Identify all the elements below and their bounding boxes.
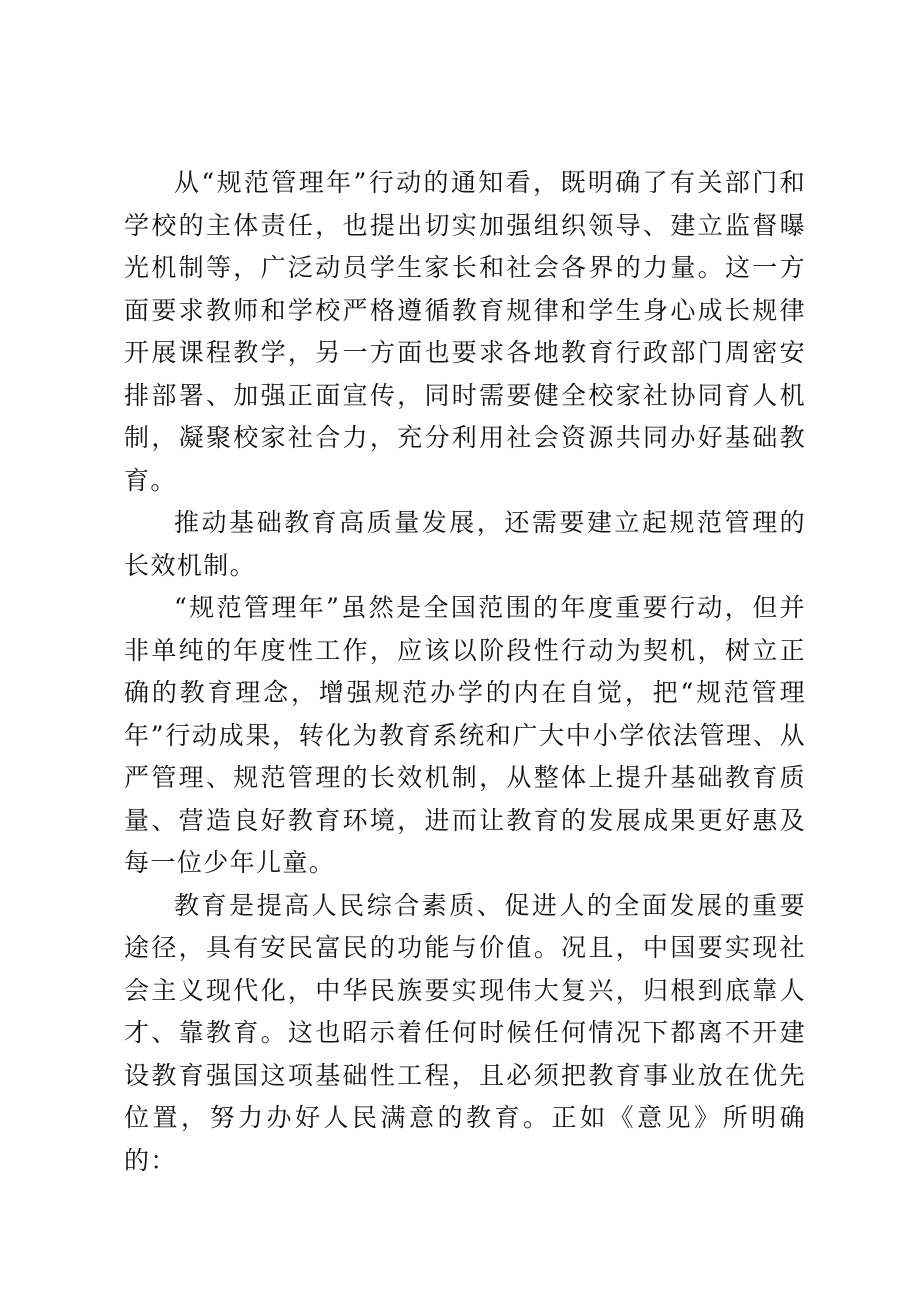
paragraph-2: 推动基础教育高质量发展，还需要建立起规范管理的长效机制。 [124,508,806,580]
document-body [124,162,806,1182]
paragraph-1: 从“规范管理年”行动的通知看，既明确了有关部门和学校的主体责任，也提出切实加强组织领导、建立监督曝光机制等，广泛动员学生家长和社会各界的力量。这一方面要求教师和学校严格遵循教育规律和学生身心成长规律开展课程教学，另一方面也要求各地教育行政部门周密安排部署、加强正面宣传，同时需要健全校家社协同育人机制，凝聚校家社合力，充分利用社会资源共同办好基础教育。 [124,168,806,495]
paragraph-4: 教育是提高人民综合素质、促进人的全面发展的重要途径，具有安民富民的功能与价值。况且，中国要实现社会主义现代化，中华民族要实现伟大复兴，归根到底靠人才、靠教育。这也昭示着任何时候任何情况下都离不开建设教育强国这项基础性工程，且必须把教育事业放在优先位置，努力办好人民满意的教育。正如《意见》所明确的： [124,890,806,1175]
paragraph-3: “规范管理年”虽然是全国范围的年度重要行动，但并非单纯的年度性工作，应该以阶段性行动为契机，树立正确的教育理念，增强规范办学的内在自觉，把“规范管理年”行动成果，转化为教育系统和广大中小学依法管理、从严管理、规范管理的长效机制，从整体上提升基础教育质量、营造良好教育环境，进而让教育的发展成果更好惠及每一位少年儿童。 [124,593,806,877]
